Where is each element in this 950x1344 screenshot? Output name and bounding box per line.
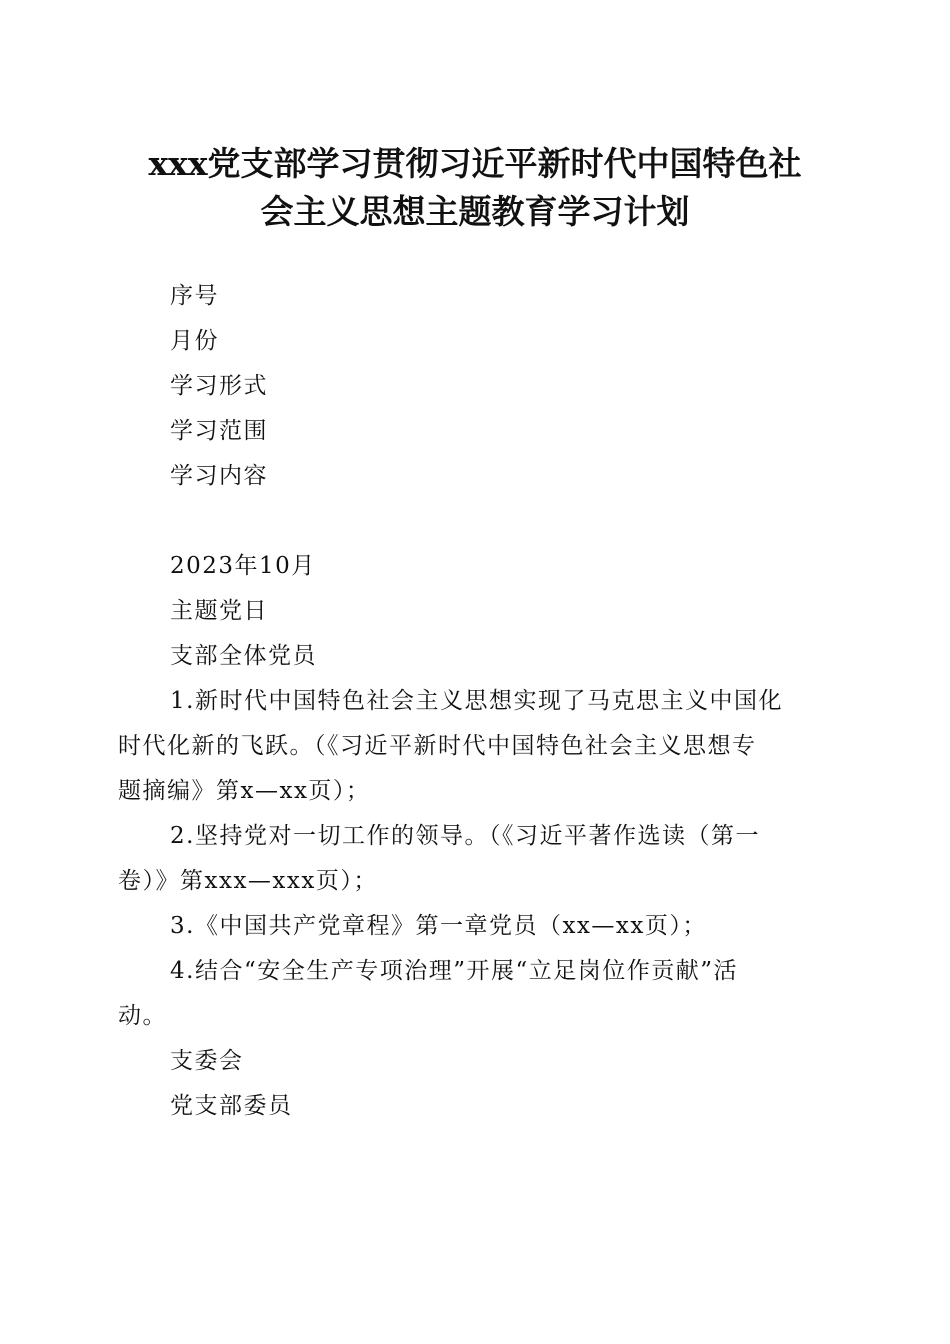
row-study-scope: 支部全体党员 — [170, 643, 317, 669]
content-item-4-line-2: 动。 — [118, 1003, 167, 1029]
content-item-1 — [118, 679, 830, 814]
header-month: 月份 — [170, 328, 219, 354]
header-study-form: 学习形式 — [170, 373, 268, 399]
document-body — [118, 274, 830, 1129]
content-item-4-line-1: 4.结合“安全生产专项治理”开展“立足岗位作贡献”活 — [170, 958, 738, 984]
blank-line — [118, 499, 830, 544]
title-line-1: xxx党支部学习贯彻习近平新时代中国特色社 — [148, 144, 802, 183]
content-item-2 — [118, 814, 830, 904]
content-item-2-line-1: 2.坚持党对一切工作的领导。（《习近平著作选读（第一 — [170, 823, 760, 849]
content-item-3-line-1: 3.《中国共产党章程》第一章党员（xx—xx页）； — [170, 913, 707, 939]
row-members: 党支部委员 — [170, 1093, 293, 1119]
content-item-1-line-2: 时代化新的飞跃。（《习近平新时代中国特色社会主义思想专 — [118, 733, 757, 759]
content-item-3 — [118, 904, 830, 949]
content-item-1-line-1: 1.新时代中国特色社会主义思想实现了马克思主义中国化 — [170, 688, 783, 714]
header-study-scope: 学习范围 — [170, 418, 268, 444]
row-study-form: 主题党日 — [170, 598, 268, 624]
title-line-2: 会主义思想主题教育学习计划 — [260, 192, 690, 231]
document-title — [95, 140, 855, 236]
content-item-1-line-3: 题摘编》第x—xx页）； — [118, 778, 371, 804]
header-study-content: 学习内容 — [170, 463, 268, 489]
row-organizer: 支委会 — [170, 1048, 244, 1074]
header-serial: 序号 — [170, 283, 219, 309]
content-item-2-line-2: 卷）》第xxx—xxx页）； — [118, 868, 378, 894]
row-month: 2023年10月 — [170, 553, 316, 579]
content-item-4 — [118, 949, 830, 1039]
